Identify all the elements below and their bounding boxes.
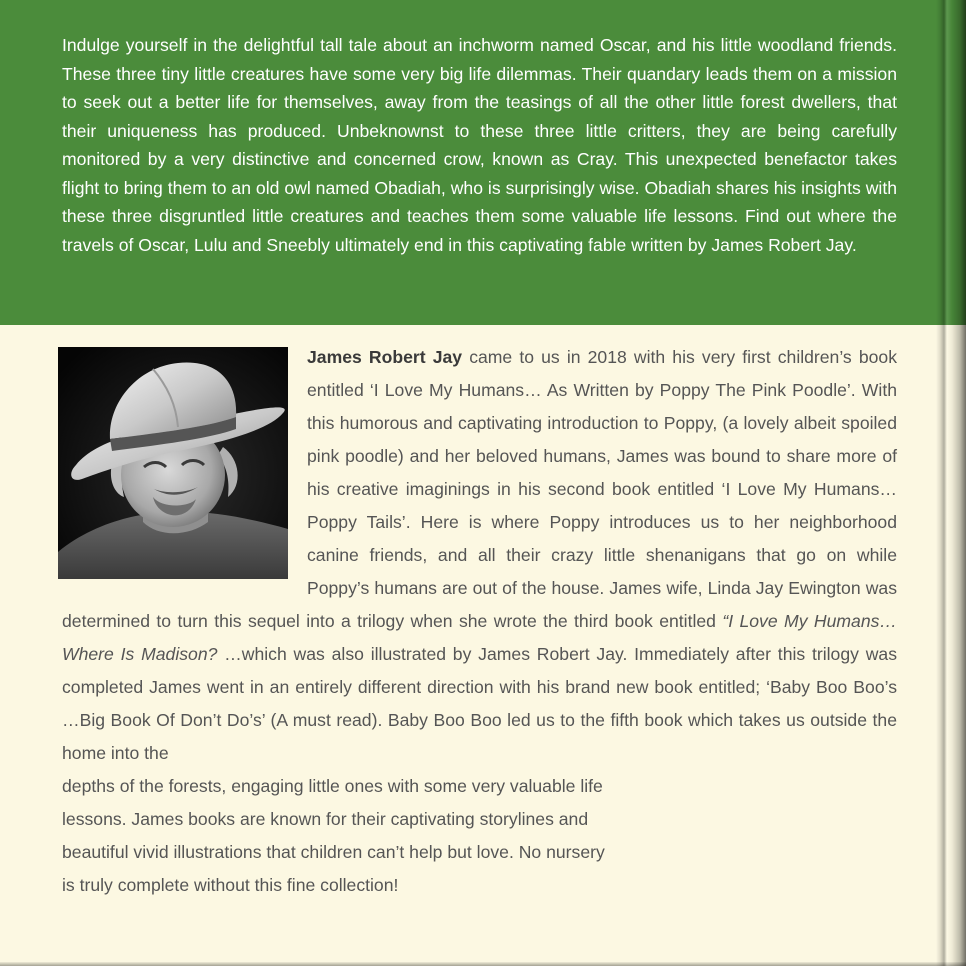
- photo-text-wrap: [62, 341, 307, 599]
- cover-bottom-edge: [0, 962, 966, 966]
- bio-last-line: is truly complete without this fine collection!: [62, 875, 399, 895]
- bio-tail-line: beautiful vivid illustrations that children can’t help but love. No nursery: [62, 842, 605, 862]
- author-bio: [62, 341, 897, 902]
- bio-book-title: “I Love My Humans… Where Is Madison?: [62, 611, 898, 664]
- bio-text-part-1: came to us in 2018 with his very first children’s book entitled ‘I Love My Humans… As Written by Poppy The Pink Poodle’. With this humorous and captivating introduction to Poppy, (a lovely albeit spoiled pink poodle) and her beloved humans, James was bound to share more of his creative imaginings in his second book entitled ‘I Love My Humans… Poppy Tails’. Here is where Poppy introduces us to her neighborhood canine friends, and all their crazy little shenanigans that go on while Poppy’s humans are out of the house. James wife, Linda Jay Ewington was determined to turn this sequel into a trilogy when she wrote the third book entitled: [62, 347, 898, 631]
- synopsis-band: [0, 0, 966, 325]
- bio-tail-line: depths of the forests, engaging little ones with some very valuable life: [62, 776, 603, 796]
- synopsis-text: Indulge yourself in the delightful tall tale about an inchworm named Oscar, and his little woodland friends. These three tiny little creatures have some very big life dilemmas. Their quandary leads them on a mission to seek out a better life for themselves, away from the teasings of all the other little forest dwellers, that their uniqueness has produced. Unbeknownst to these three little critters, they are being carefully monitored by a very distinctive and concerned crow, known as Cray. This unexpected benefactor takes flight to bring them to an old owl named Obadiah, who is surprisingly wise. Obadiah shares his insights with these three disgruntled little creatures and teaches them some valuable life lessons. Find out where the travels of Oscar, Lulu and Sneebly ultimately end in this captivating fable written by James Robert Jay.: [62, 35, 897, 255]
- bio-text-part-2: …which was also illustrated by James Robert Jay. Immediately after this trilogy was completed James went in an entirely different direction with his brand new book entitled; ‘Baby Boo Boo’s …Big Book Of Don’t Do’s’ (A must read). Baby Boo Boo led us to the fifth book which takes us outside the home into the: [62, 644, 897, 763]
- bio-tail-line: lessons. James books are known for their captivating storylines and: [62, 809, 589, 829]
- author-name: James Robert Jay: [307, 347, 463, 367]
